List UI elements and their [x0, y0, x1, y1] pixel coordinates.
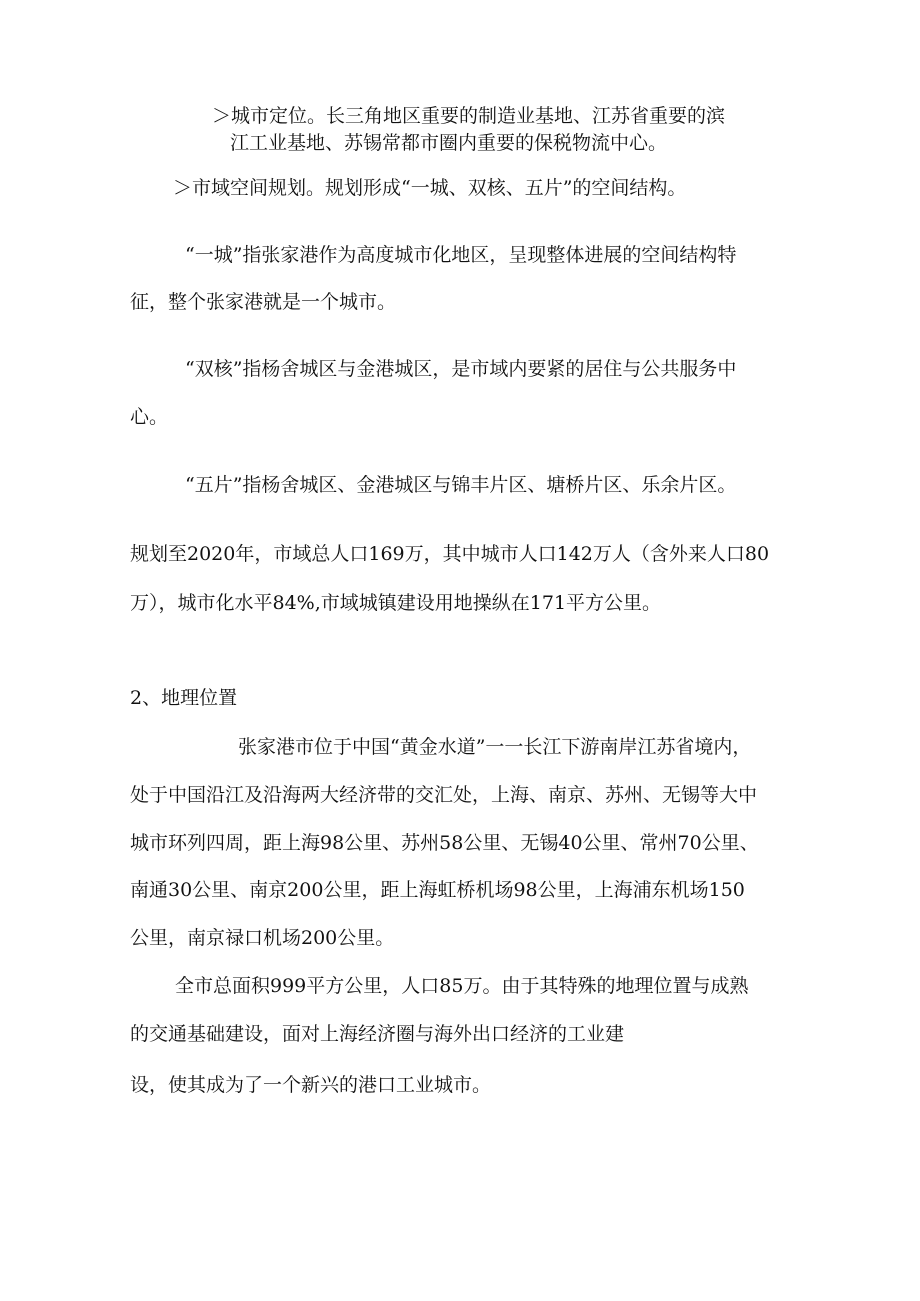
- area-population-line-3: 设，使其成为了一个新兴的港口工业城市。: [130, 1074, 492, 1096]
- population-plan-line-1: 规划至2020年，市域总人口169万，其中城市人口142万人（含外来人口80: [130, 543, 770, 565]
- city-positioning-line-2: 江工业基地、苏锡常都市圈内重要的保税物流中心。: [230, 132, 668, 154]
- location-line-5: 公里，南京禄口机场200公里。: [130, 927, 395, 949]
- area-population-line-1: 全市总面积999平方公里，人口85万。由于其特殊的地理位置与成熟: [175, 975, 749, 997]
- location-line-4: 南通30公里、南京200公里，距上海虹桥机场98公里，上海浦东机场150: [130, 879, 745, 901]
- spatial-planning-line: ＞市域空间规划。规划形成“一城、双核、五片”的空间结构。: [173, 177, 687, 199]
- location-line-1: 张家港市位于中国“黄金水道”一一长江下游南岸江苏省境内，: [238, 736, 752, 758]
- one-city-line-1: “一城”指张家港作为高度城市化地区，呈现整体进展的空间结构特: [185, 244, 737, 266]
- population-plan-line-2: 万），城市化水平84%,市域城镇建设用地操纵在171平方公里。: [130, 592, 662, 614]
- location-line-3: 城市环列四周，距上海98公里、苏州58公里、无锡40公里、常州70公里、: [130, 832, 759, 854]
- dual-core-line-2: 心。: [130, 406, 169, 428]
- section-heading-location: 2、地理位置: [130, 687, 238, 709]
- five-areas-line: “五片”指杨舍城区、金港城区与锦丰片区、塘桥片区、乐余片区。: [185, 474, 737, 496]
- location-line-2: 处于中国沿江及沿海两大经济带的交汇处，上海、南京、苏州、无锡等大中: [130, 784, 758, 806]
- one-city-line-2: 征，整个张家港就是一个城市。: [130, 291, 397, 313]
- city-positioning-line-1: ＞城市定位。长三角地区重要的制造业基地、江苏省重要的滨: [212, 105, 726, 127]
- area-population-line-2: 的交通基础建设，面对上海经济圈与海外出口经济的工业建: [130, 1023, 625, 1045]
- dual-core-line-1: “双核”指杨舍城区与金港城区，是市域内要紧的居住与公共服务中: [185, 358, 737, 380]
